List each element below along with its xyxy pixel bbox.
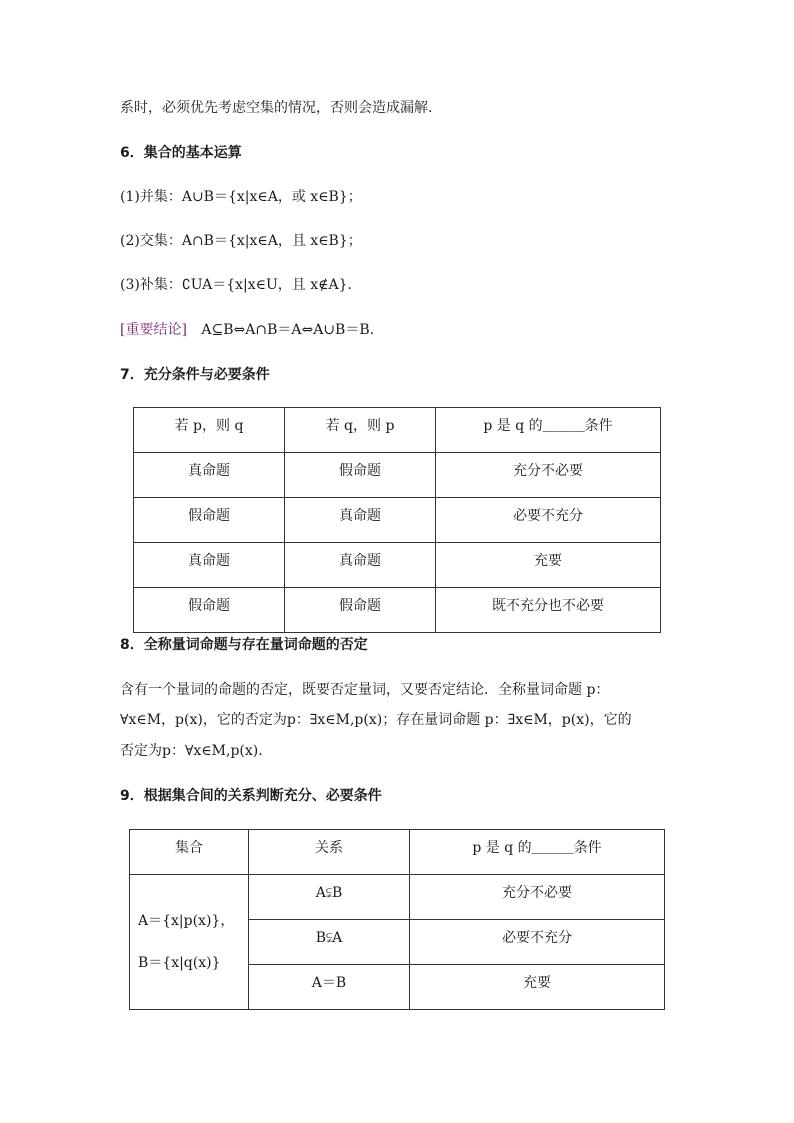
- table-cell: 既不充分也不必要: [436, 588, 661, 633]
- table-cell: 必要不充分: [436, 498, 661, 543]
- header-cell: 若 p，则 q: [134, 408, 285, 453]
- header-cell: p 是 q 的＿＿＿条件: [436, 408, 661, 453]
- section-7-heading: 7．充分条件与必要条件: [120, 367, 270, 383]
- conclusion-text: A⊆B⇔A∩B＝A⇔A∪B＝B.: [201, 322, 375, 338]
- table-cell: 充要: [410, 965, 665, 1010]
- table-row: [134, 453, 661, 498]
- table-row: [134, 498, 661, 543]
- table-cell: 假命题: [285, 588, 436, 633]
- table-cell: 假命题: [134, 498, 285, 543]
- table-row: [134, 543, 661, 588]
- header-cell: 若 q，则 p: [285, 408, 436, 453]
- section-8-line-1: 含有一个量词的命题的否定，既要否定量词，又要否定结论．全称量词命题 p：: [120, 682, 610, 698]
- table-cell: 假命题: [134, 588, 285, 633]
- table-cell: 充分不必要: [410, 875, 665, 920]
- set-b-definition: B＝{x|q(x)}: [138, 955, 221, 971]
- table-cell: A＝B: [249, 965, 410, 1010]
- conclusion-label: [重要结论]: [120, 322, 187, 338]
- table-cell: 真命题: [285, 543, 436, 588]
- header-cell: p 是 q 的＿＿＿条件: [410, 830, 665, 875]
- set-a-definition: A＝{x|p(x)}，: [138, 913, 235, 929]
- table-cell: 充分不必要: [436, 453, 661, 498]
- table-header-row: [130, 830, 665, 875]
- sufficient-necessary-table: [133, 407, 661, 633]
- table-cell: 真命题: [134, 453, 285, 498]
- set-relation-table: [129, 829, 665, 1010]
- intro-line: 系时，必须优先考虑空集的情况，否则会造成漏解.: [120, 100, 433, 116]
- table-cell: 假命题: [285, 453, 436, 498]
- section-8-line-3: 否定为p：∀x∈M,p(x).: [120, 743, 263, 759]
- important-conclusion: [120, 320, 374, 340]
- table-cell: 真命题: [285, 498, 436, 543]
- section-8-heading: 8．全称量词命题与存在量词命题的否定: [120, 637, 368, 653]
- section-6-heading: 6．集合的基本运算: [120, 145, 242, 161]
- header-cell: 集合: [130, 830, 249, 875]
- table-row: [130, 875, 665, 920]
- table-cell: 充要: [436, 543, 661, 588]
- table-row: [134, 588, 661, 633]
- section-8-line-2: ∀x∈M，p(x)，它的否定为p：∃x∈M,p(x)；存在量词命题 p：∃x∈M，p(x)，它的: [120, 712, 632, 728]
- set-definitions-cell: [130, 875, 249, 1010]
- section-9-heading: 9．根据集合间的关系判断充分、必要条件: [120, 788, 382, 804]
- table-cell: A⫋B: [249, 875, 410, 920]
- header-cell: 关系: [249, 830, 410, 875]
- table-header-row: [134, 408, 661, 453]
- table-cell: 必要不充分: [410, 920, 665, 965]
- intersection-definition: (2)交集：A∩B＝{x|x∈A，且 x∈B}；: [120, 233, 362, 249]
- complement-definition: (3)补集：∁UA＝{x|x∈U，且 x∉A}.: [120, 277, 352, 293]
- union-definition: (1)并集：A∪B＝{x|x∈A，或 x∈B}；: [120, 189, 362, 205]
- table-cell: 真命题: [134, 543, 285, 588]
- table-cell: B⫋A: [249, 920, 410, 965]
